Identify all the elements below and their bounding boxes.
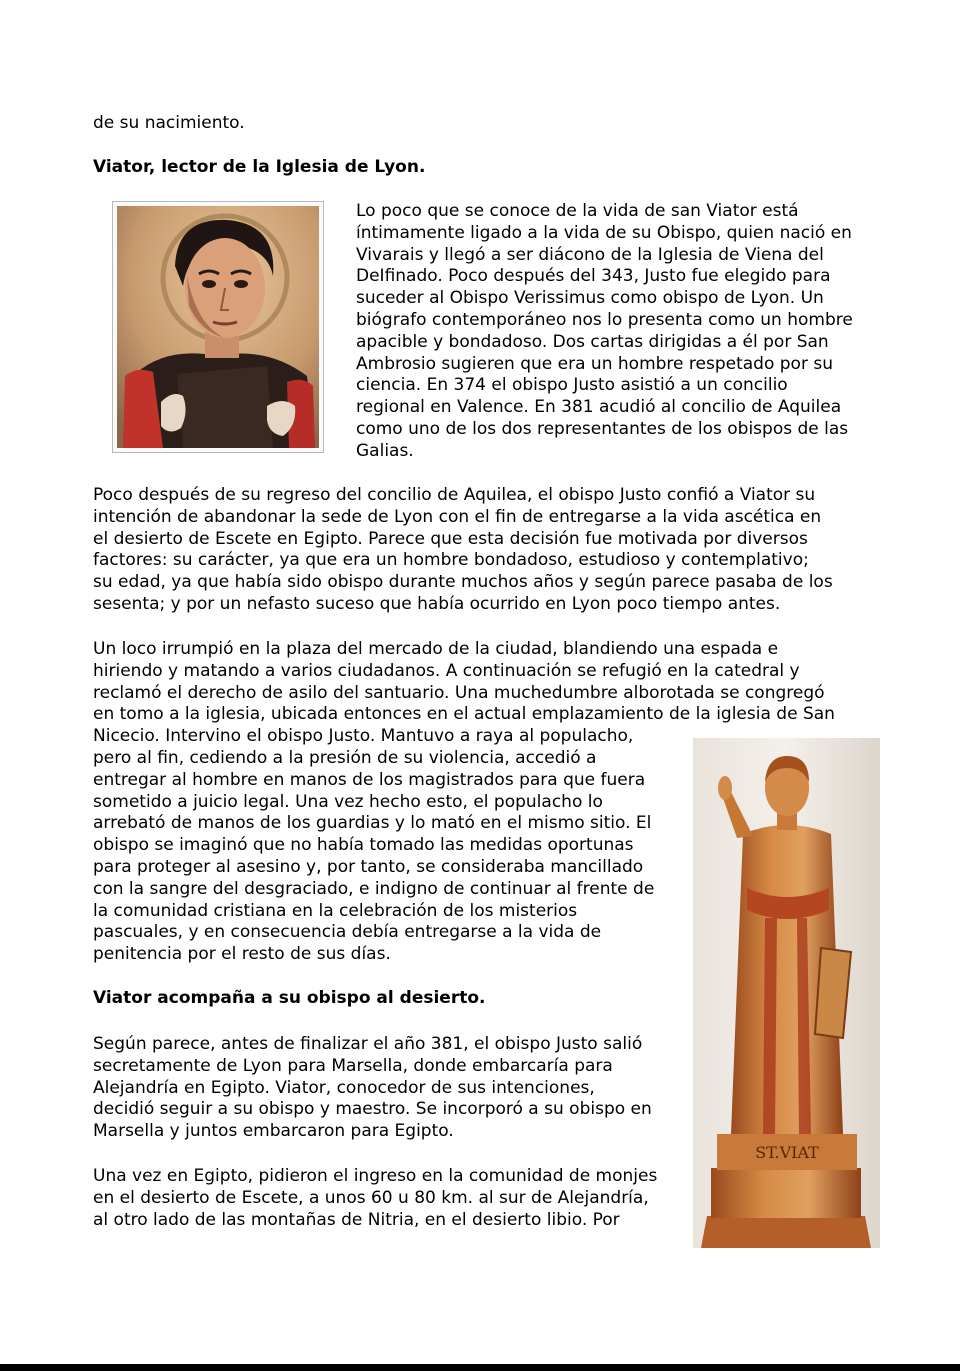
text-line: penitencia por el resto de sus días.	[93, 944, 391, 965]
text-line: intención de abandonar la sede de Lyon con el fin de entregarse a la vida ascética en	[93, 506, 822, 527]
text-line: Vivarais y llegó a ser diácono de la Iglesia de Viena del	[356, 244, 824, 265]
text-line: regional en Valence. En 381 acudió al concilio de Aquilea	[356, 397, 842, 418]
text-line: decidió seguir a su obispo y maestro. Se incorporó a su obispo en	[93, 1099, 652, 1120]
text-line: Nicecio. Intervino el obispo Justo. Mantuvo a raya al populacho,	[93, 726, 634, 747]
text-line: Según parece, antes de finalizar el año 381, el obispo Justo salió	[93, 1034, 643, 1054]
text-line: el desierto de Escete en Egipto. Parece que esta decisión fue motivada por diversos	[93, 528, 808, 549]
paragraph-egipto	[93, 1166, 657, 1231]
text-line: DeIfinado. Poco después del 343, Justo fue elegido para	[356, 266, 831, 287]
text-line: sometido a juicio legal. Una vez hecho esto, el populacho lo	[93, 791, 603, 812]
section-heading-viator-lector: Viator, lector de la Iglesia de Lyon.	[93, 157, 426, 177]
intro-line: de su nacimiento.	[93, 113, 245, 133]
paragraph-marsella	[93, 1034, 652, 1143]
page-bottom-rule	[0, 1364, 960, 1371]
text-line: Alejandría en Egipto. Viator, conocedor de sus intenciones,	[93, 1077, 595, 1098]
text-line: biógrafo contemporáneo nos lo presenta como un hombre	[356, 309, 853, 330]
text-line: obispo se imaginó que no había tomado las medidas oportunas	[93, 835, 634, 856]
text-line: arrebató de manos de los guardias y lo mató en el mismo sitio. El	[93, 813, 652, 834]
text-line: entregar al hombre en manos de los magistrados para que fuera	[93, 769, 646, 790]
text-line: Lo poco que se conoce de la vida de san Viator está	[356, 201, 799, 221]
paragraph-viator-lyon-intro	[356, 201, 853, 463]
text-line: pascuales, y en consecuencia debía entregarse a la vida de	[93, 922, 602, 943]
text-line: su edad, ya que había sido obispo durante muchos años y según parece pasaba de los	[93, 572, 833, 593]
text-line: Galias.	[356, 440, 414, 461]
statue-inscription: ST.VIAT	[755, 1143, 819, 1162]
text-line: factores: su carácter, ya que era un hombre bondadoso, estudioso y contemplativo;	[93, 550, 809, 571]
text-line: sesenta; y por un nefasto suceso que había ocurrido en Lyon poco tiempo antes.	[93, 593, 781, 614]
text-line: ciencia. En 374 el obispo Justo asistió a un concilio	[356, 375, 788, 396]
text-line: íntimamente ligado a la vida de su Obispo, quien nació en	[356, 222, 852, 243]
text-line: pero al fin, cediendo a la presión de su violencia, accedió a	[93, 747, 597, 768]
text-line: Un loco irrumpió en la plaza del mercado de la ciudad, blandiendo una espada e	[93, 639, 779, 659]
saint-portrait-icon	[117, 206, 319, 448]
text-line: en tomo a la iglesia, ubicada entonces en el actual emplazamiento de la iglesia de San	[93, 704, 835, 725]
section-heading-desierto: Viator acompaña a su obispo al desierto.	[93, 988, 486, 1008]
text-line: en el desierto de Escete, a unos 60 u 80 km. al sur de Alejandría,	[93, 1187, 649, 1208]
text-line: hiriendo y matando a varios ciudadanos. A continuación se refugió en la catedral y	[93, 660, 800, 681]
text-line: secretamente de Lyon para Marsella, donde embarcaría para	[93, 1055, 613, 1076]
statue-image	[693, 738, 880, 1248]
paragraph-return-aquilea	[93, 485, 833, 616]
saint-statue-icon	[693, 738, 880, 1248]
text-line: Ambrosio sugieren que era un hombre respetado por su	[356, 353, 833, 374]
text-line: suceder al Obispo Verissimus como obispo de Lyon. Un	[356, 288, 824, 309]
text-line: Poco después de su regreso del concilio de Aquilea, el obispo Justo confió a Viator su	[93, 485, 816, 505]
text-line: reclamó el derecho de asilo del santuario. Una muchedumbre alborotada se congregó	[93, 682, 825, 703]
text-line: con la sangre del desgraciado, e indigno de continuar al frente de	[93, 878, 655, 899]
text-line: la comunidad cristiana en la celebración de los misterios	[93, 900, 578, 921]
text-line: para proteger al asesino y, por tanto, se consideraba mancillado	[93, 856, 644, 877]
text-line: Una vez en Egipto, pidieron el ingreso en la comunidad de monjes	[93, 1166, 658, 1186]
portrait-image	[112, 201, 324, 453]
text-line: Marsella y juntos embarcaron para Egipto.	[93, 1121, 454, 1142]
text-line: apacible y bondadoso. Dos cartas dirigidas a él por San	[356, 331, 829, 352]
text-line: como uno de los dos representantes de los obispos de las	[356, 418, 849, 439]
text-line: al otro lado de las montañas de Nitria, en el desierto libio. Por	[93, 1209, 620, 1230]
